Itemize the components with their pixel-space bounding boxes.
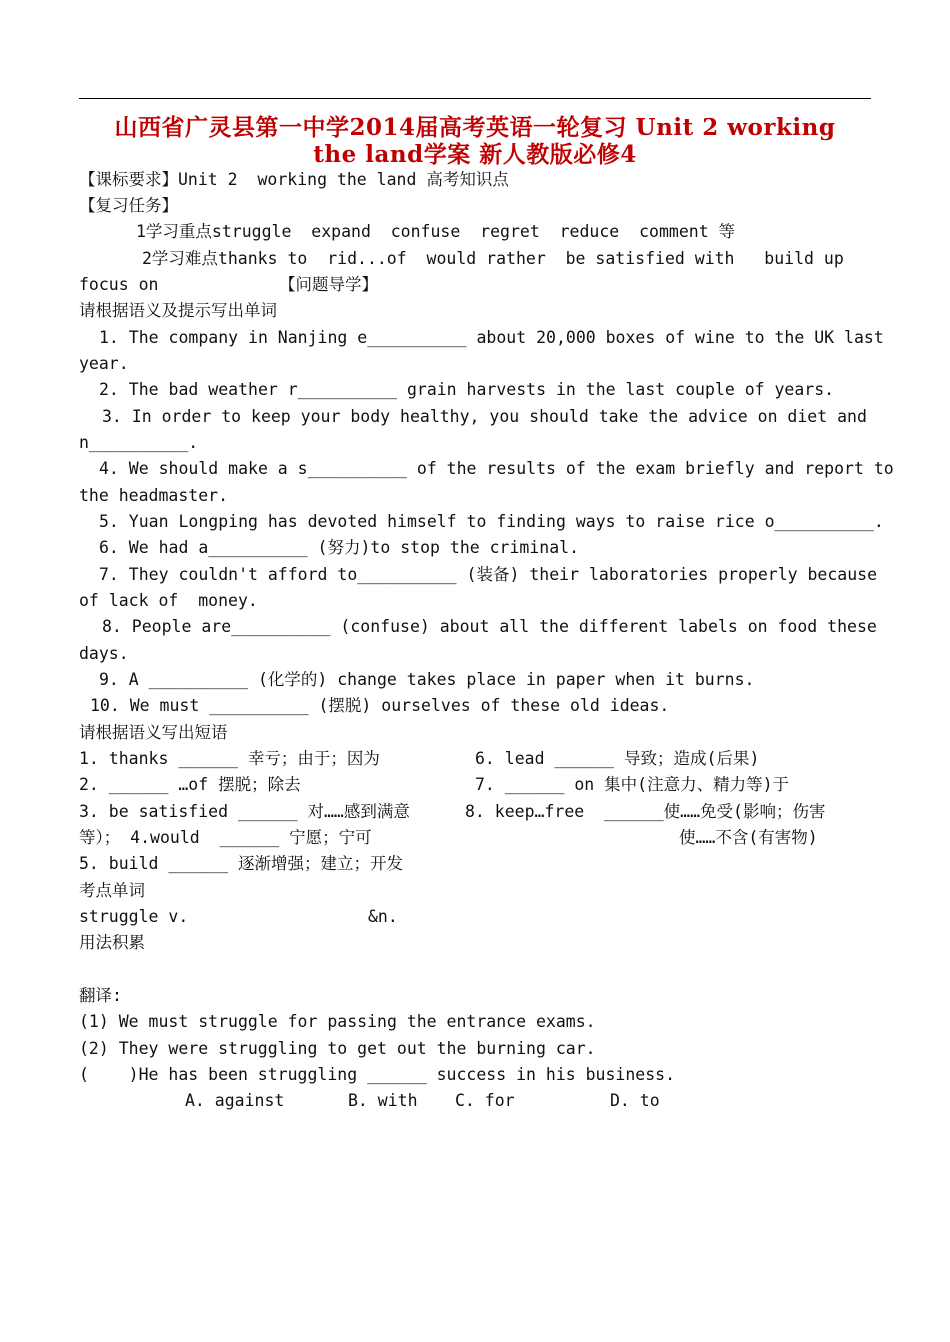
translate-heading: 翻译:: [79, 986, 122, 1005]
word-item-6: 6. We had a__________ (努力)to stop the criminal.: [99, 538, 580, 557]
phrase-8: 8. keep…free ______使……免受(影响；伤害: [465, 802, 826, 821]
struggle-noun: &n.: [368, 907, 398, 926]
choice-question: ( )He has been struggling ______ success in his business.: [79, 1065, 676, 1084]
difficult-points: 2学习难点thanks to rid...of would rather be satisfied with build up: [142, 249, 844, 268]
word-item-7: 7. They couldn't afford to__________ (装备) their laboratories properly because: [99, 565, 878, 584]
phrase-1: 1. thanks ______ 幸亏；由于；因为: [79, 749, 380, 768]
review-task: 【复习任务】: [79, 196, 178, 215]
word-item-3: 3. In order to keep your body healthy, you should take the advice on diet and: [102, 407, 867, 426]
option-d: D. to: [610, 1091, 660, 1110]
translate-item-2: (2) They were struggling to get out the burning car.: [79, 1039, 596, 1058]
translate-item-1: (1) We must struggle for passing the entrance exams.: [79, 1012, 596, 1031]
phrase-7: 7. ______ on 集中(注意力、精力等)于: [475, 775, 790, 794]
word-item-1: 1. The company in Nanjing e__________ about 20,000 boxes of wine to the UK last: [99, 328, 884, 347]
phrase-5: 5. build ______ 逐渐增强；建立；开发: [79, 854, 403, 873]
option-c: C. for: [455, 1091, 515, 1110]
option-a: A. against: [185, 1091, 285, 1110]
struggle-verb: struggle v.: [79, 907, 189, 926]
word-item-4: 4. We should make a s__________ of the results of the exam briefly and report to: [99, 459, 894, 478]
phrase-3: 3. be satisfied ______ 对……感到满意: [79, 802, 410, 821]
word-item-1-cont: year.: [79, 354, 129, 373]
phrase-6: 6. lead ______ 导致；造成(后果): [475, 749, 760, 768]
title-line-2: the land学案 新人教版必修4: [313, 141, 637, 168]
word-item-8: 8. People are__________ (confuse) about all the different labels on food these: [102, 617, 877, 636]
word-item-3-cont: n__________.: [79, 433, 199, 452]
word-item-7-cont: of lack of money.: [79, 591, 258, 610]
word-item-4-cont: the headmaster.: [79, 486, 229, 505]
difficult-points-end: focus on: [79, 275, 159, 294]
usage-heading: 用法积累: [79, 933, 145, 952]
option-b: B. with: [348, 1091, 418, 1110]
title-line-1: 山西省广灵县第一中学2014届高考英语一轮复习 Unit 2 working: [114, 114, 836, 141]
problem-guide: 【问题导学】: [279, 275, 378, 294]
word-item-2: 2. The bad weather r__________ grain harvests in the last couple of years.: [99, 380, 835, 399]
key-points: 1学习重点struggle expand confuse regret reduce comment 等: [136, 222, 736, 241]
standard-line: 【课标要求】Unit 2 working the land 高考知识点: [79, 170, 509, 189]
word-item-8-cont: days.: [79, 644, 129, 663]
phrase-8-cont: 使……不含(有害物): [679, 828, 818, 847]
top-rule: [79, 98, 871, 99]
words-heading: 请根据语义及提示写出单词: [79, 301, 277, 320]
phrases-heading: 请根据语义写出短语: [79, 723, 228, 742]
word-item-10: 10. We must __________ (摆脱) ourselves of these old ideas.: [90, 696, 670, 715]
word-item-9: 9. A __________ (化学的) change takes place in paper when it burns.: [99, 670, 755, 689]
phrase-4: 等）； 4.would ______ 宁愿；宁可: [79, 828, 372, 847]
vocab-heading: 考点单词: [79, 881, 145, 900]
phrase-2: 2. ______ …of 摆脱；除去: [79, 775, 301, 794]
word-item-5: 5. Yuan Longping has devoted himself to finding ways to raise rice o__________.: [99, 512, 884, 531]
